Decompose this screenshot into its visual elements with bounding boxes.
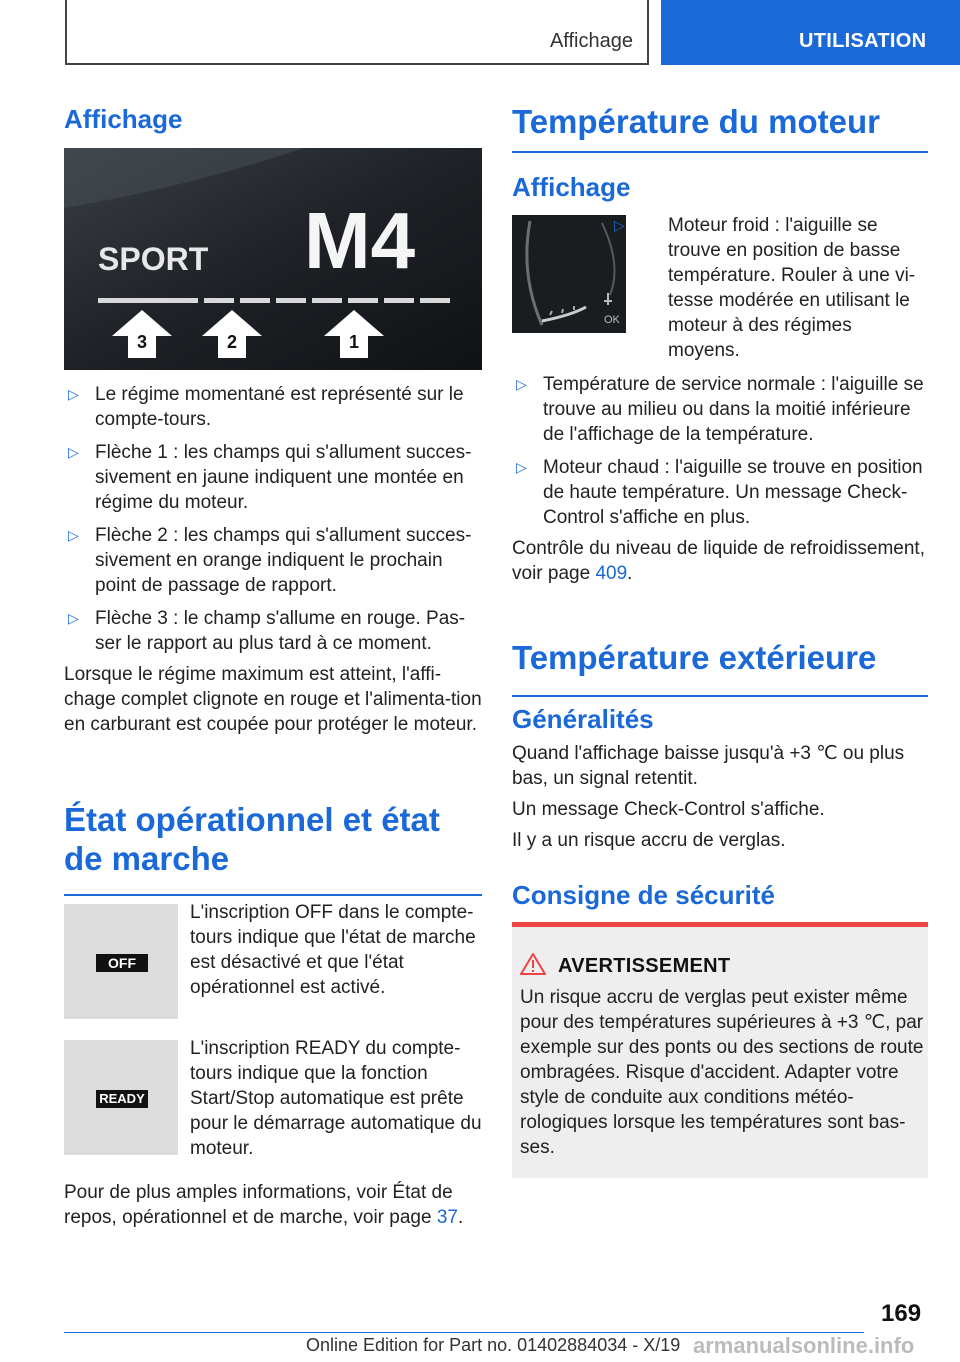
triangle-bullet-icon: ▷ [68,444,79,460]
rpm-bullet-list-wrapper [64,382,482,737]
generalites-heading: Généralités [512,704,654,734]
sport-mode-label: SPORT [98,241,209,277]
temp-ext-section [512,638,928,697]
list-item: ▷ Flèche 1 : les champs qui s'allument succes-sivement en jaune indiquent une montée en régime du moteur. [68,442,472,513]
ready-label: READY [96,1090,148,1108]
left-column [64,104,482,135]
header-section-title: Affichage [549,30,633,52]
list-item: ▷ Flèche 3 : le champ s'allume en rouge. Pas-ser le rapport au plus tard à ce moment. [68,608,466,654]
svg-text:3: 3 [136,332,148,352]
generalites-p3: Il y a un risque accru de verglas. [512,830,786,851]
temp-moteur-section [512,102,928,153]
ready-text: L'inscription READY du compte-tours indique que la fonction Start/Stop automatique est prête pour le démarrage automatique du moteur. [190,1038,482,1159]
warning-text: Un risque accru de verglas peut exister même pour des températures supérieures à +3 ℃, par exemple sur des ponts ou des sections de route ombragées. Risque d'accident. Adapter votre style de conduite aux conditions météo-rologiques lorsque les températures sont bas-ses. [520,987,924,1158]
coolant-paragraph: Contrôle du niveau de liquide de refroidissement, voir page 409. [512,538,925,584]
triangle-bullet-icon: ▷ [516,459,527,475]
consigne-heading: Consigne de sécurité [512,880,775,910]
generalites-p2: Un message Check-Control s'affiche. [512,799,825,820]
temp-ext-heading: Température extérieure [512,639,877,676]
affichage-heading: Affichage [64,104,183,134]
temp-ext-rule [512,695,928,697]
off-label: OFF [96,954,148,972]
gauge-ok-label: OK [604,314,620,326]
header-chapter-title: UTILISATION [799,30,927,52]
generalites-p1: Quand l'affichage baisse jusqu'à +3 ℃ ou plus bas, un signal retentit. [512,743,905,789]
page-link-37[interactable]: 37 [436,1207,458,1228]
consigne-heading-wrapper [512,880,928,911]
etat-heading-rule [64,894,482,896]
header-section-tab [65,0,649,65]
warning-triangle-icon [520,953,546,975]
temp-gauge-image [512,215,626,333]
footer-edition: Online Edition for Part no. 01402884034 - X/19 [306,1335,681,1355]
cold-bullet-wrapper [614,213,928,371]
temp-moteur-heading: Température du moteur [512,103,880,140]
triangle-bullet-icon: ▷ [68,610,79,626]
rpm-display-illustration [64,148,482,370]
cold-bullet-list [614,213,928,363]
more-info-block [64,1180,482,1230]
gear-indicator: M4 [304,196,416,285]
triangle-bullet-icon: ▷ [68,527,79,543]
list-item: ▷ Moteur froid : l'aiguille se trouve en position de basse température. Rouler à une vi-tesse modérée en utilisant le moteur à des régimes moyens. [614,215,916,361]
triangle-bullet-icon: ▷ [516,376,527,392]
etat-section [64,800,482,896]
page-number: 169 [881,1300,922,1327]
page-link-409[interactable]: 409 [595,563,628,584]
ready-thumbnail [64,1040,178,1155]
off-block [64,904,482,1020]
max-rpm-paragraph: Lorsque le régime maximum est atteint, l'affi-chage complet clignote en rouge et l'alimenta-tion en carburant est coupée pour protéger le moteur. [64,664,482,735]
header-chapter-tab [661,0,960,65]
temp-affichage-heading: Affichage [512,172,631,202]
ready-block [64,1038,482,1159]
svg-text:2: 2 [226,332,238,352]
more-info-paragraph: Pour de plus amples informations, voir État de repos, opérationnel et de marche, voir page 37. [64,1182,464,1228]
list-item: ▷ Le régime momentané est représenté sur le compte-tours. [68,384,464,430]
watermark: armanualsonline.info [693,1333,915,1358]
warning-box [512,922,928,1178]
off-thumbnail [64,904,178,1019]
temp-moteur-rule [512,151,928,153]
list-item: ▷ Température de service normale : l'aiguille se trouve au milieu ou dans la moitié inférieure de l'affichage de la température. [516,374,924,445]
temp-bullets-wrapper [512,372,928,586]
list-item: ▷ Flèche 2 : les champs qui s'allument succes-sivement en orange indiquent le prochain point de passage de rapport. [68,525,472,596]
dash-image [64,148,482,375]
warning-title: AVERTISSEMENT [558,955,731,977]
triangle-bullet-icon: ▷ [614,217,625,233]
svg-text:1: 1 [348,332,360,352]
temp-affichage-heading-wrapper [512,172,928,203]
temp-gauge-illustration [512,215,626,333]
temp-bullet-list [512,372,928,530]
generalites-section [512,704,928,853]
rpm-bullet-list [64,382,482,656]
off-text: L'inscription OFF dans le compte-tours indique que l'état de marche est désactivé et que l'état opérationnel est activé. [190,902,476,998]
etat-heading: État opérationnel et état de marche [64,801,440,877]
list-item: ▷ Moteur chaud : l'aiguille se trouve en position de haute température. Un message Check-Control s'affiche en plus. [516,457,923,528]
triangle-bullet-icon: ▷ [68,386,79,402]
